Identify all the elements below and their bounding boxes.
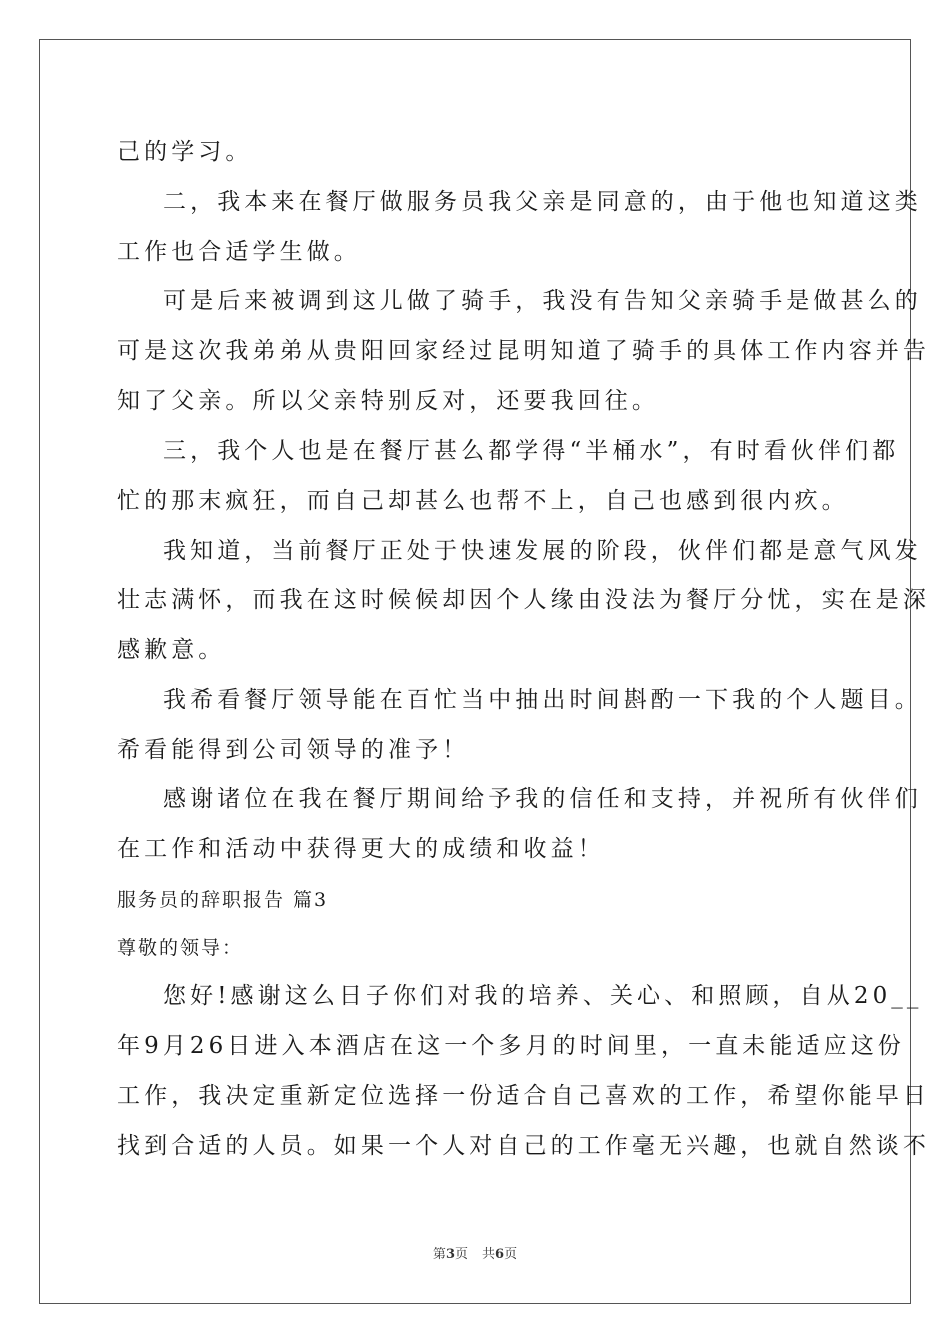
paragraph-line: 在工作和活动中获得更大的成绩和收益！ [117, 836, 605, 862]
current-page-number: 3 [445, 1247, 455, 1262]
paragraph-line: 二，我本来在餐厅做服务员我父亲是同意的，由于他也知道这类 [163, 189, 922, 215]
paragraph-line: 忙的那末疯狂，而自己却甚么也帮不上，自己也感到很内疚。 [117, 488, 849, 514]
paragraph-line: 您好!感谢这么日子你们对我的培养、关心、和照顾，自从20__ [163, 983, 923, 1009]
total-page-count: 6 [495, 1247, 505, 1262]
page-footer [0, 1246, 950, 1264]
total-pages-suffix: 页 [504, 1247, 518, 1262]
paragraph-line: 工作，我决定重新定位选择一份适合自己喜欢的工作，希望你能早日 [117, 1083, 930, 1109]
paragraph-line: 年9月26日进入本酒店在这一个多月的时间里，一直未能适应这份 [117, 1033, 905, 1059]
paragraph-line: 我希看餐厅领导能在百忙当中抽出时间斟酌一下我的个人题目。 [163, 687, 922, 713]
paragraph-line: 壮志满怀，而我在这时候候却因个人缘由没法为餐厅分忧，实在是深 [117, 587, 930, 613]
page-number-prefix: 第 [432, 1247, 446, 1262]
paragraph-line: 我知道，当前餐厅正处于快速发展的阶段，伙伴们都是意气风发 [163, 538, 922, 564]
section-heading: 服务员的辞职报告 篇3 [117, 889, 329, 911]
page-border [39, 39, 911, 1304]
paragraph-line: 知了父亲。所以父亲特别反对，还要我回往。 [117, 388, 659, 414]
paragraph-line: 希看能得到公司领导的准予！ [117, 737, 470, 763]
paragraph-line: 感歉意。 [117, 637, 226, 663]
paragraph-line: 找到合适的人员。如果一个人对自己的工作毫无兴趣，也就自然谈不 [117, 1133, 930, 1159]
paragraph-line: 感谢诸位在我在餐厅期间给予我的信任和支持，并祝所有伙伴们 [163, 786, 922, 812]
paragraph-line: 可是后来被调到这儿做了骑手，我没有告知父亲骑手是做甚么的 [163, 288, 922, 314]
paragraph-line: 工作也合适学生做。 [117, 239, 361, 265]
paragraph-line: 可是这次我弟弟从贵阳回家经过昆明知道了骑手的具体工作内容并告 [117, 338, 930, 364]
total-pages-prefix: 共 [482, 1247, 496, 1262]
paragraph-line: 三，我个人也是在餐厅甚么都学得“半桶水”，有时看伙伴们都 [163, 438, 900, 464]
paragraph-line: 己的学习。 [117, 139, 253, 165]
page-number-suffix: 页 [454, 1247, 468, 1262]
salutation: 尊敬的领导： [117, 937, 244, 959]
